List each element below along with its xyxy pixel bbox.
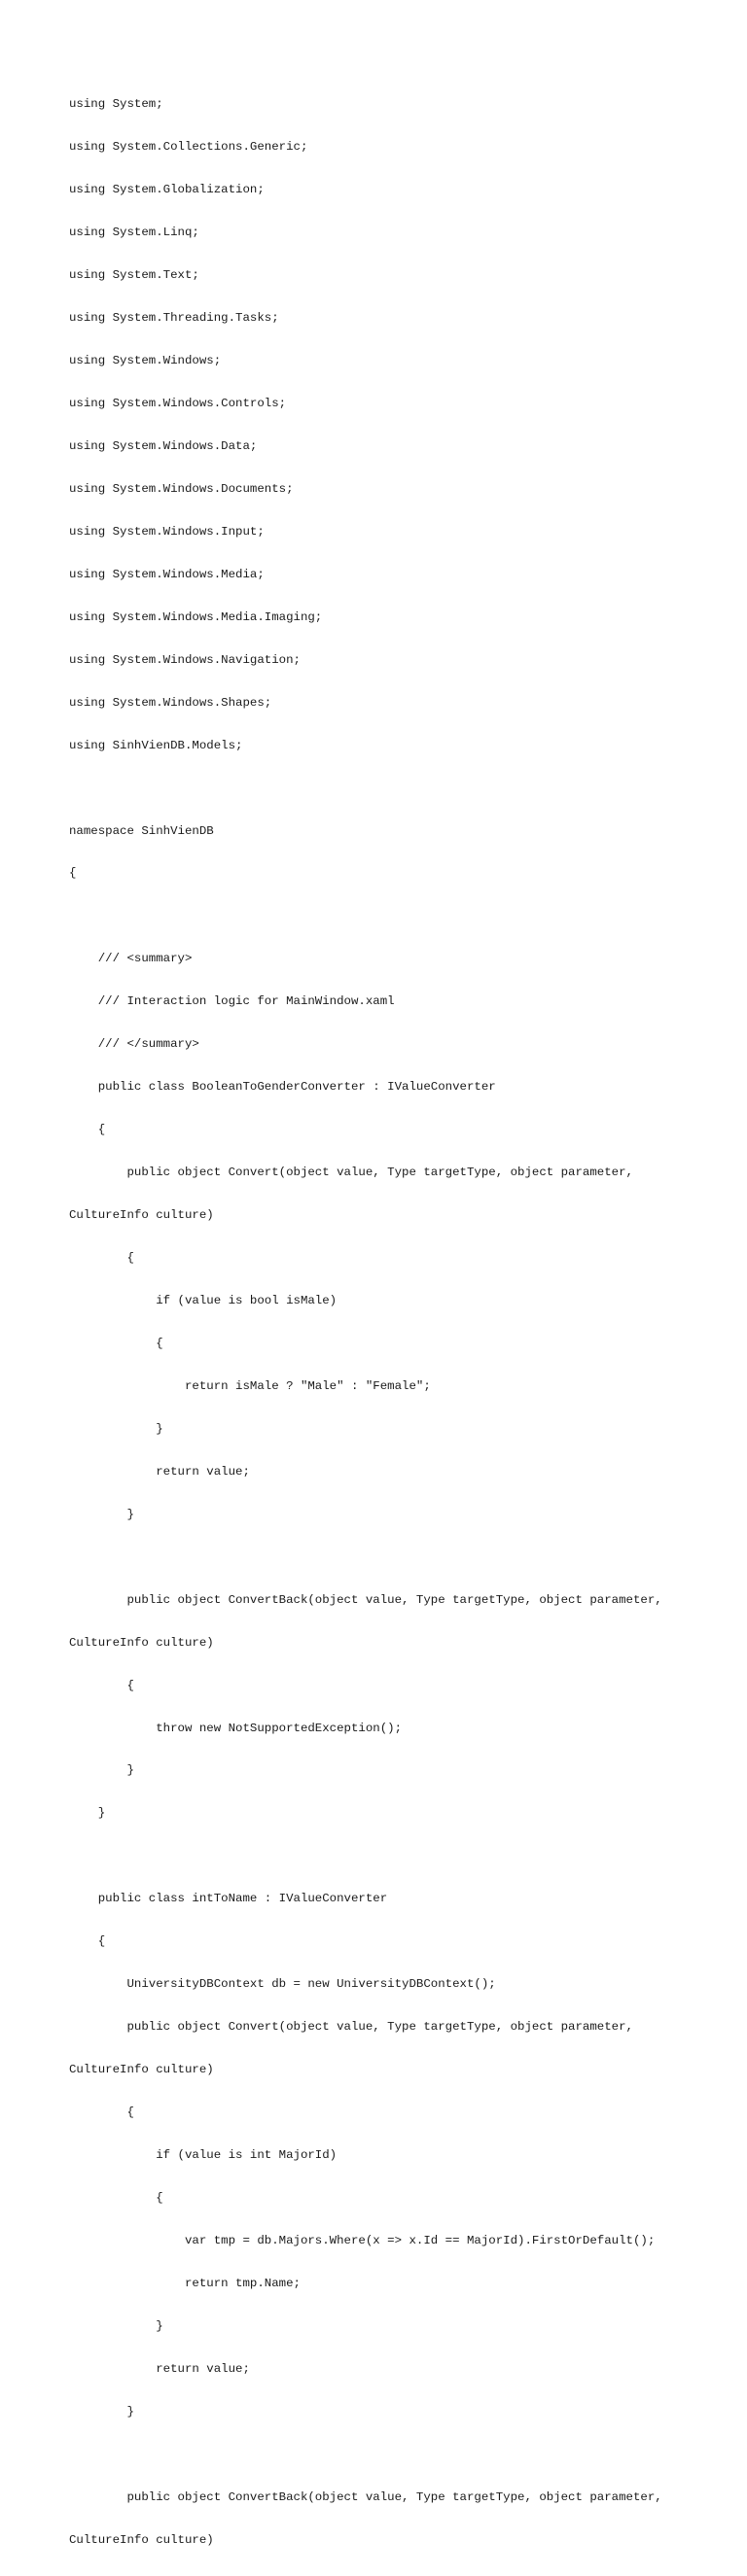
code-line: public object ConvertBack(object value, Type targetType, object parameter, (69, 2489, 662, 2504)
code-line: } (69, 1507, 134, 1521)
code-line: using System.Windows.Shapes; (69, 695, 272, 710)
code-line: using System; (69, 97, 163, 112)
code-line: if (value is int MajorId) (69, 2148, 338, 2163)
code-line: if (value is bool isMale) (69, 1294, 338, 1307)
code-line: } (69, 2404, 134, 2419)
code-line: using SinhVienDB.Models; (69, 738, 243, 752)
code-line: throw new NotSupportedException(); (69, 1721, 403, 1735)
code-line: return tmp.Name; (69, 2276, 301, 2290)
code-line: using System.Windows.Media; (69, 567, 265, 581)
code-line: { (69, 1123, 106, 1137)
code-line: public object Convert(object value, Type targetType, object parameter, (69, 2020, 633, 2035)
code-line: public class BooleanToGenderConverter : IValueConverter (69, 1080, 496, 1095)
code-line: /// <summary> (69, 952, 193, 966)
code-line: public object Convert(object value, Type targetType, object parameter, (69, 1166, 633, 1180)
code-line: return value; (69, 1464, 250, 1479)
code-line: using System.Text; (69, 268, 199, 283)
code-line: { (69, 1678, 134, 1692)
code-line: { (69, 1251, 134, 1266)
code-line: using System.Windows.Documents; (69, 481, 294, 496)
code-line: CultureInfo culture) (69, 2532, 214, 2547)
code-line: using System.Windows; (69, 354, 222, 368)
code-line: CultureInfo culture) (69, 2063, 214, 2077)
code-line: using System.Collections.Generic; (69, 140, 308, 155)
code-line: } (69, 2318, 163, 2333)
code-line: using System.Windows.Controls; (69, 396, 287, 410)
code-line: } (69, 1421, 163, 1436)
code-line (69, 1550, 662, 1565)
code-line: CultureInfo culture) (69, 1635, 214, 1650)
code-line: using System.Windows.Navigation; (69, 652, 301, 667)
code-line: { (69, 1934, 106, 1949)
code-line: using System.Linq; (69, 226, 199, 240)
code-line: var tmp = db.Majors.Where(x => x.Id == MajorId).FirstOrDefault(); (69, 2233, 656, 2247)
code-line: { (69, 1336, 163, 1350)
code-line: public object ConvertBack(object value, Type targetType, object parameter, (69, 1592, 662, 1607)
code-line: } (69, 1763, 134, 1778)
code-line (69, 782, 662, 796)
code-line (69, 909, 662, 923)
code-line: using System.Globalization; (69, 183, 265, 197)
code-line: using System.Windows.Media.Imaging; (69, 609, 323, 624)
code-line: namespace SinhVienDB (69, 823, 214, 838)
code-line: using System.Threading.Tasks; (69, 311, 279, 326)
code-line: using System.Windows.Data; (69, 438, 258, 453)
code-line: } (69, 1806, 106, 1821)
code-line: CultureInfo culture) (69, 1208, 214, 1223)
code-line: { (69, 2106, 134, 2120)
code-line: public class intToName : IValueConverter (69, 1892, 388, 1906)
code-line (69, 2448, 662, 2462)
code-line: return value; (69, 2361, 250, 2376)
code-line: UniversityDBContext db = new UniversityDBContext(); (69, 1977, 496, 1992)
code-listing (69, 69, 662, 2576)
code-line: /// Interaction logic for MainWindow.xaml (69, 994, 395, 1009)
code-line: using System.Windows.Input; (69, 524, 265, 539)
code-line (69, 1849, 662, 1863)
code-line: return isMale ? "Male" : "Female"; (69, 1378, 431, 1393)
code-line: /// </summary> (69, 1037, 199, 1052)
code-line: { (69, 866, 77, 881)
code-line: { (69, 2191, 163, 2206)
